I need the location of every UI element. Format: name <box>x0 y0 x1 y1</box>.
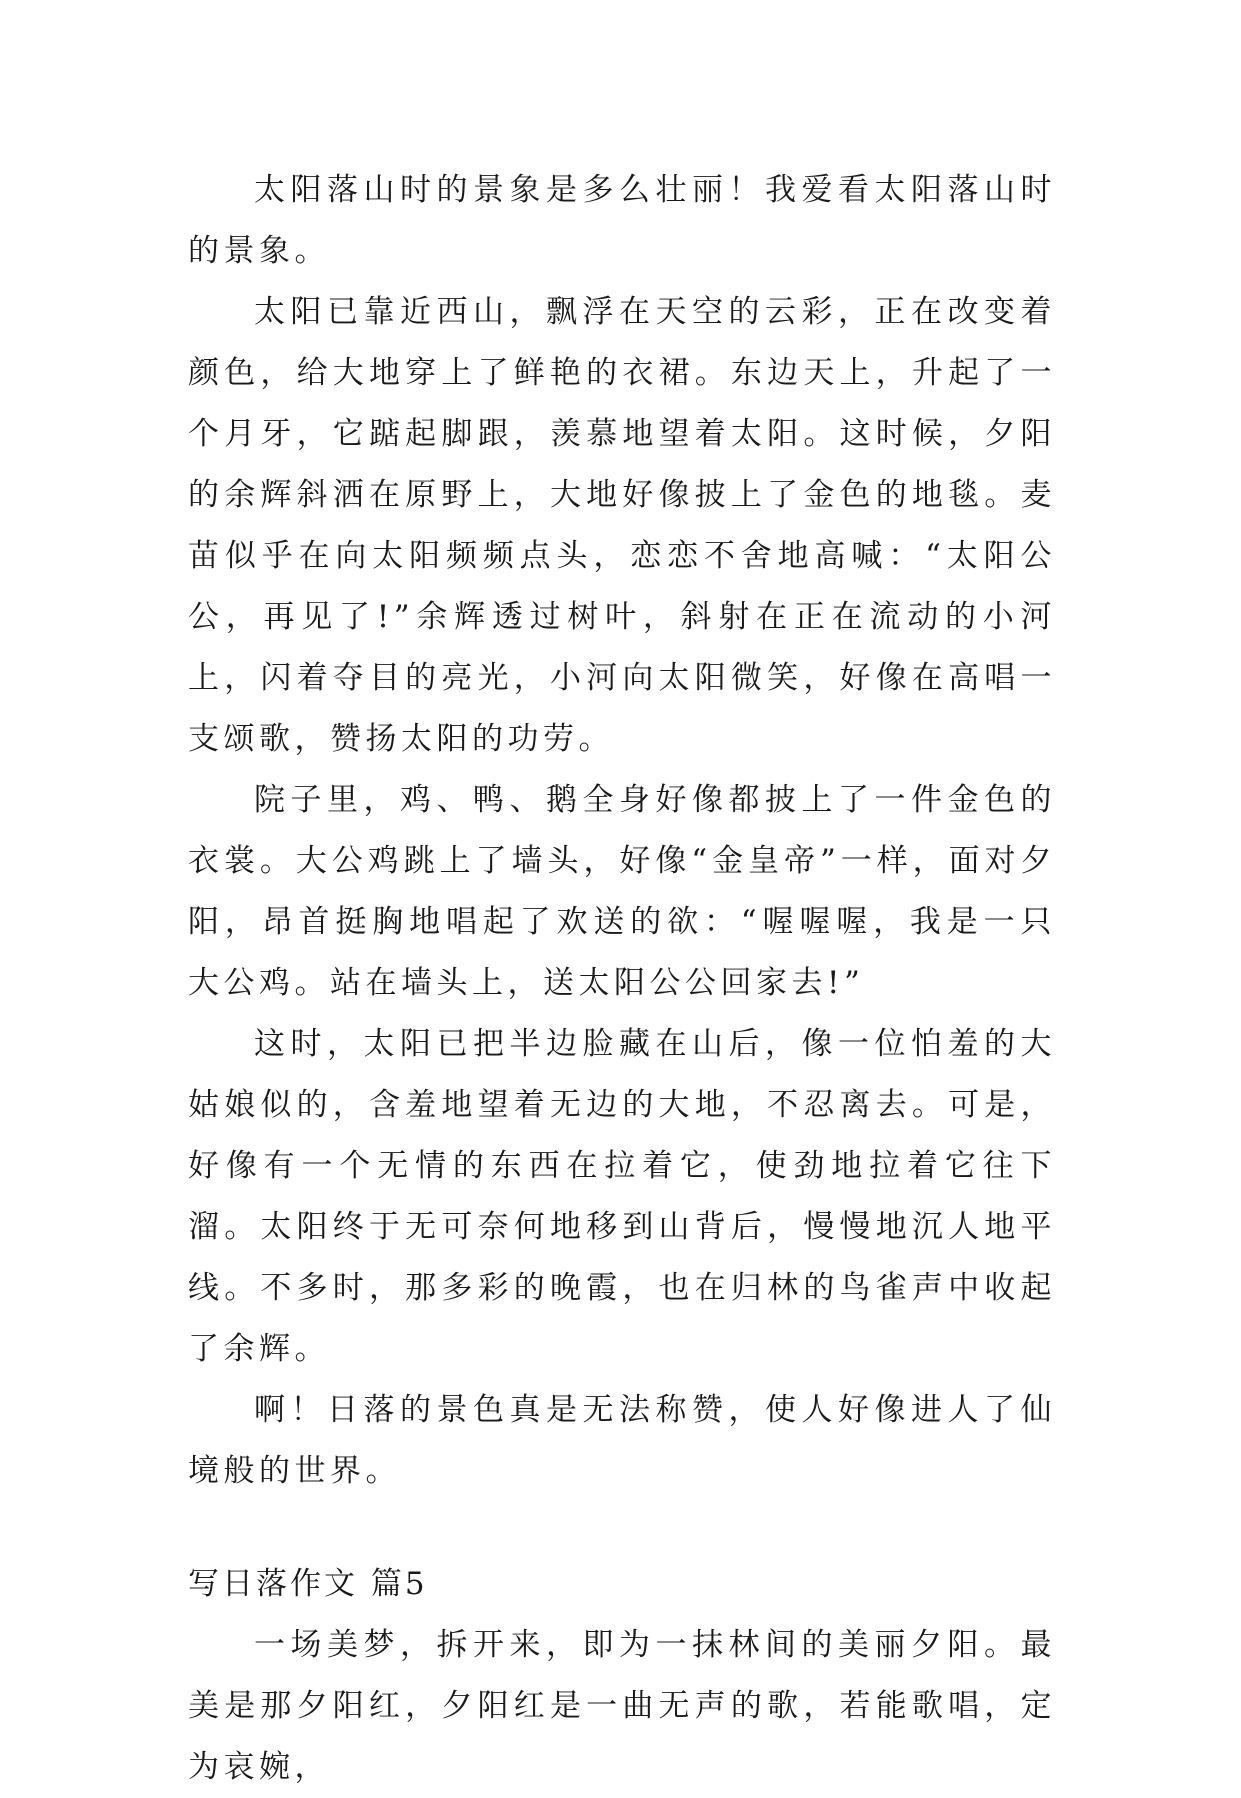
paragraph-5: 啊！日落的景色真是无法称赞，使人好像进人了仙境般的世界。 <box>188 1392 1056 1489</box>
paragraph-2: 太阳已靠近西山，飘浮在天空的云彩，正在改变着颜色，给大地穿上了鲜艳的衣裙。东边天上，升起了一个月牙，它踮起脚跟，羡慕地望着太阳。这时候，夕阳的余辉斜洒在原野上，大地好像披上了金色的地毯。麦苗似乎在向太阳频频点头，恋恋不舍地高喊：“太阳公公，再见了!”余辉透过树叶，斜射在正在流动的小河上，闪着夺目的亮光，小河向太阳微笑，好像在高唱一支颂歌，赞扬太阳的功劳。 <box>188 294 1056 757</box>
paragraph-3: 院子里，鸡、鸭、鹅全身好像都披上了一件金色的衣裳。大公鸡跳上了墙头，好像“金皇帝”一样，面对夕阳，昂首挺胸地唱起了欢送的欲：“喔喔喔，我是一只大公鸡。站在墙头上，送太阳公公回家去!” <box>188 782 1056 1001</box>
section-heading: 写日落作文 篇5 <box>188 1566 428 1602</box>
paragraph-4: 这时，太阳已把半边脸藏在山后，像一位怕羞的大姑娘似的，含羞地望着无边的大地，不忍离去。可是，好像有一个无情的东西在拉着它，使劲地拉着它往下溜。太阳终于无可奈何地移到山背后，慢慢地沉人地平线。不多时，那多彩的晚霞，也在归林的鸟雀声中收起了余辉。 <box>188 1026 1056 1367</box>
paragraph-1: 太阳落山时的景象是多么壮丽！我爱看太阳落山时的景象。 <box>188 172 1056 269</box>
paragraph-6: 一场美梦，拆开来，即为一抹林间的美丽夕阳。最美是那夕阳红，夕阳红是一曲无声的歌，若能歌唱，定为哀婉， <box>188 1627 1056 1785</box>
essay-body <box>188 160 1056 1798</box>
